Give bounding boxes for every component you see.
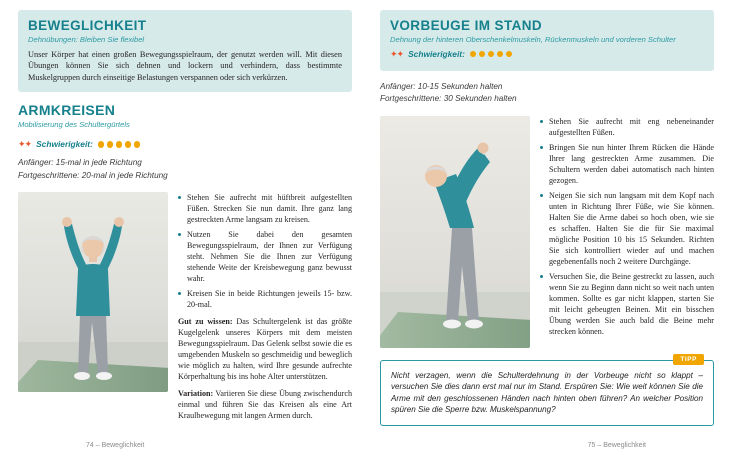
tip-badge: TIPP — [673, 354, 704, 365]
page-subtitle: Dehnübungen: Bleiben Sie flexibel — [28, 35, 145, 44]
intro-paragraph: Unser Körper hat einen großen Bewegungsspielraum, der genutzt werden will. Mit diesen Übungen können Sie sich dehnen und lockern und verhindern, dass bestimmte Muskelgruppen durch einseitige Belastungen verspannen oder sich verkürzen. — [28, 50, 342, 82]
exercise-content-right — [380, 116, 714, 348]
note-variation — [178, 388, 352, 421]
note-text: Das Schultergelenk ist das größte Kugelgelenk unseres Körpers mit dem meisten Bewegungsspielraum. Das Gelenk selbst sowie die es umgebenden Muskeln so geschmeidig und beweglich wie möglich zu halten, wird Ihre gesunde aufrechte Körperhaltung bis ins hohe Alter unterstützen. — [178, 316, 353, 381]
tip-text: Nicht verzagen, wenn die Schulterdehnung in der Vorbeuge nicht so klappt – versuchen Sie dies dann erst mal nur im Stand. Erspüren Sie: Wie weit können Sie die Arme mit den geschlossenen Händen nach hinten oben führen? An welcher Position spüren Sie die Sperre bzw. Muskelspannung? — [380, 360, 714, 426]
difficulty-dot — [116, 141, 123, 148]
difficulty-dots — [98, 141, 141, 148]
list-item: Neigen Sie sich nun langsam mit dem Kopf nach unten in Richtung Ihrer Füße, wie Sie können. Halten Sie die Arme dabei so hoch oben, wie sie es schaffen. Halten Sie die für Sie maximal mögliche Position 10 bis 15 Sekunden. Richten Sie sich kontrolliert wieder auf und machen gegebenenfalls noch 2 weitere Durchgänge. — [540, 190, 714, 267]
difficulty-dot — [506, 51, 513, 58]
page-title-right: VORBEUGE IM STAND — [390, 18, 543, 33]
photo-column-right — [380, 116, 530, 348]
steps-column-right — [540, 116, 714, 348]
duration-beginner-right: Anfänger: 10-15 Sekunden halten — [380, 82, 503, 91]
variation-text: Variieren Sie diese Übung zwischendurch einmal und führen Sie das Kreisen als eine Art Kraulbewegung mit langen Armen durch. — [178, 388, 352, 420]
difficulty-dot — [98, 141, 105, 148]
duration-advanced: Fortgeschrittene: 20-mal in jede Richtung — [18, 170, 168, 180]
exercise-subtitle: Mobilisierung des Schultergürtels — [18, 120, 130, 130]
list-item: Stehen Sie aufrecht mit eng nebeneinander aufgestellten Füßen. — [540, 116, 714, 138]
duration-beginner: Anfänger: 15-mal in jede Richtung — [18, 158, 142, 168]
dumbbell-icon: ✦✦ — [390, 48, 404, 59]
list-item: Nutzen Sie dabei den gesamten Bewegungsspielraum, der Ihnen zur Verfügung steht. Nehmen Sie die Ihnen zur Verfügung stehende Weite der Kreisbewegung ganz bewusst wahr. — [178, 229, 352, 284]
duration-advanced-right: Fortgeschrittene: 30 Sekunden halten — [380, 94, 517, 104]
photo-column-left — [18, 192, 168, 421]
variation-lead: Variation: — [178, 388, 214, 398]
page-subtitle-right: Dehnung der hinteren Oberschenkelmuskeln, Rückenmuskeln und vorderen Schulter — [390, 35, 676, 44]
difficulty-row-right — [390, 49, 704, 59]
note-lead: Gut zu wissen: — [178, 316, 233, 326]
difficulty-dot — [125, 141, 132, 148]
note-good-to-know — [178, 316, 352, 382]
footer-right: 75 – Beweglichkeit — [587, 442, 646, 449]
exercise-title: ARMKREISEN — [18, 102, 116, 119]
difficulty-dots-right — [470, 51, 513, 58]
list-item: Stehen Sie aufrecht mit hüftbreit aufgestellten Füßen. Strecken Sie nun damit. Ihre ganz lang gestreckten Arme langsam zu kreisen. — [178, 192, 352, 225]
difficulty-label: Schwierigkeit: — [36, 139, 93, 150]
intro-box-right — [380, 10, 714, 71]
page-title: BEWEGLICHKEIT — [28, 18, 147, 33]
steps-list-left — [178, 192, 352, 310]
duration-block-left — [18, 157, 352, 182]
exercise-content-left — [18, 192, 352, 421]
exercise-photo-vorbeuge — [380, 116, 530, 348]
list-item: Bringen Sie nun hinter Ihrem Rücken die Hände Ihrer lang gestreckten Arme zusammen. Die Schultern werden dabei automatisch nach hinten gezogen. — [540, 142, 714, 186]
difficulty-label-right: Schwierigkeit: — [408, 49, 465, 59]
difficulty-dot — [134, 141, 141, 148]
intro-box — [18, 10, 352, 92]
exercise-photo-armkreisen — [18, 192, 168, 392]
list-item: Versuchen Sie, die Beine gestreckt zu lassen, auch wenn Sie zu Beginn dann nicht so weit nach unten kommen. Sollte es gar nicht klappen, starten Sie mit leicht gebeugten Beinen. Mit ein bisschen Übung werden Sie auch bald die Beine mehr strecken können. — [540, 271, 714, 337]
difficulty-dot — [470, 51, 477, 58]
list-item: Kreisen Sie in beide Richtungen jeweils 15- bzw. 20-mal. — [178, 288, 352, 310]
difficulty-dot — [107, 141, 114, 148]
difficulty-dot — [488, 51, 495, 58]
footer-left: 74 – Beweglichkeit — [86, 442, 145, 449]
duration-block-right — [380, 81, 714, 106]
tip-section — [380, 355, 714, 426]
difficulty-row-left — [18, 139, 352, 149]
dumbbell-icon: ✦✦ — [18, 138, 32, 149]
steps-column-left — [178, 192, 352, 421]
difficulty-dot — [479, 51, 486, 58]
difficulty-dot — [497, 51, 504, 58]
right-page — [366, 0, 732, 457]
steps-list-right — [540, 116, 714, 337]
